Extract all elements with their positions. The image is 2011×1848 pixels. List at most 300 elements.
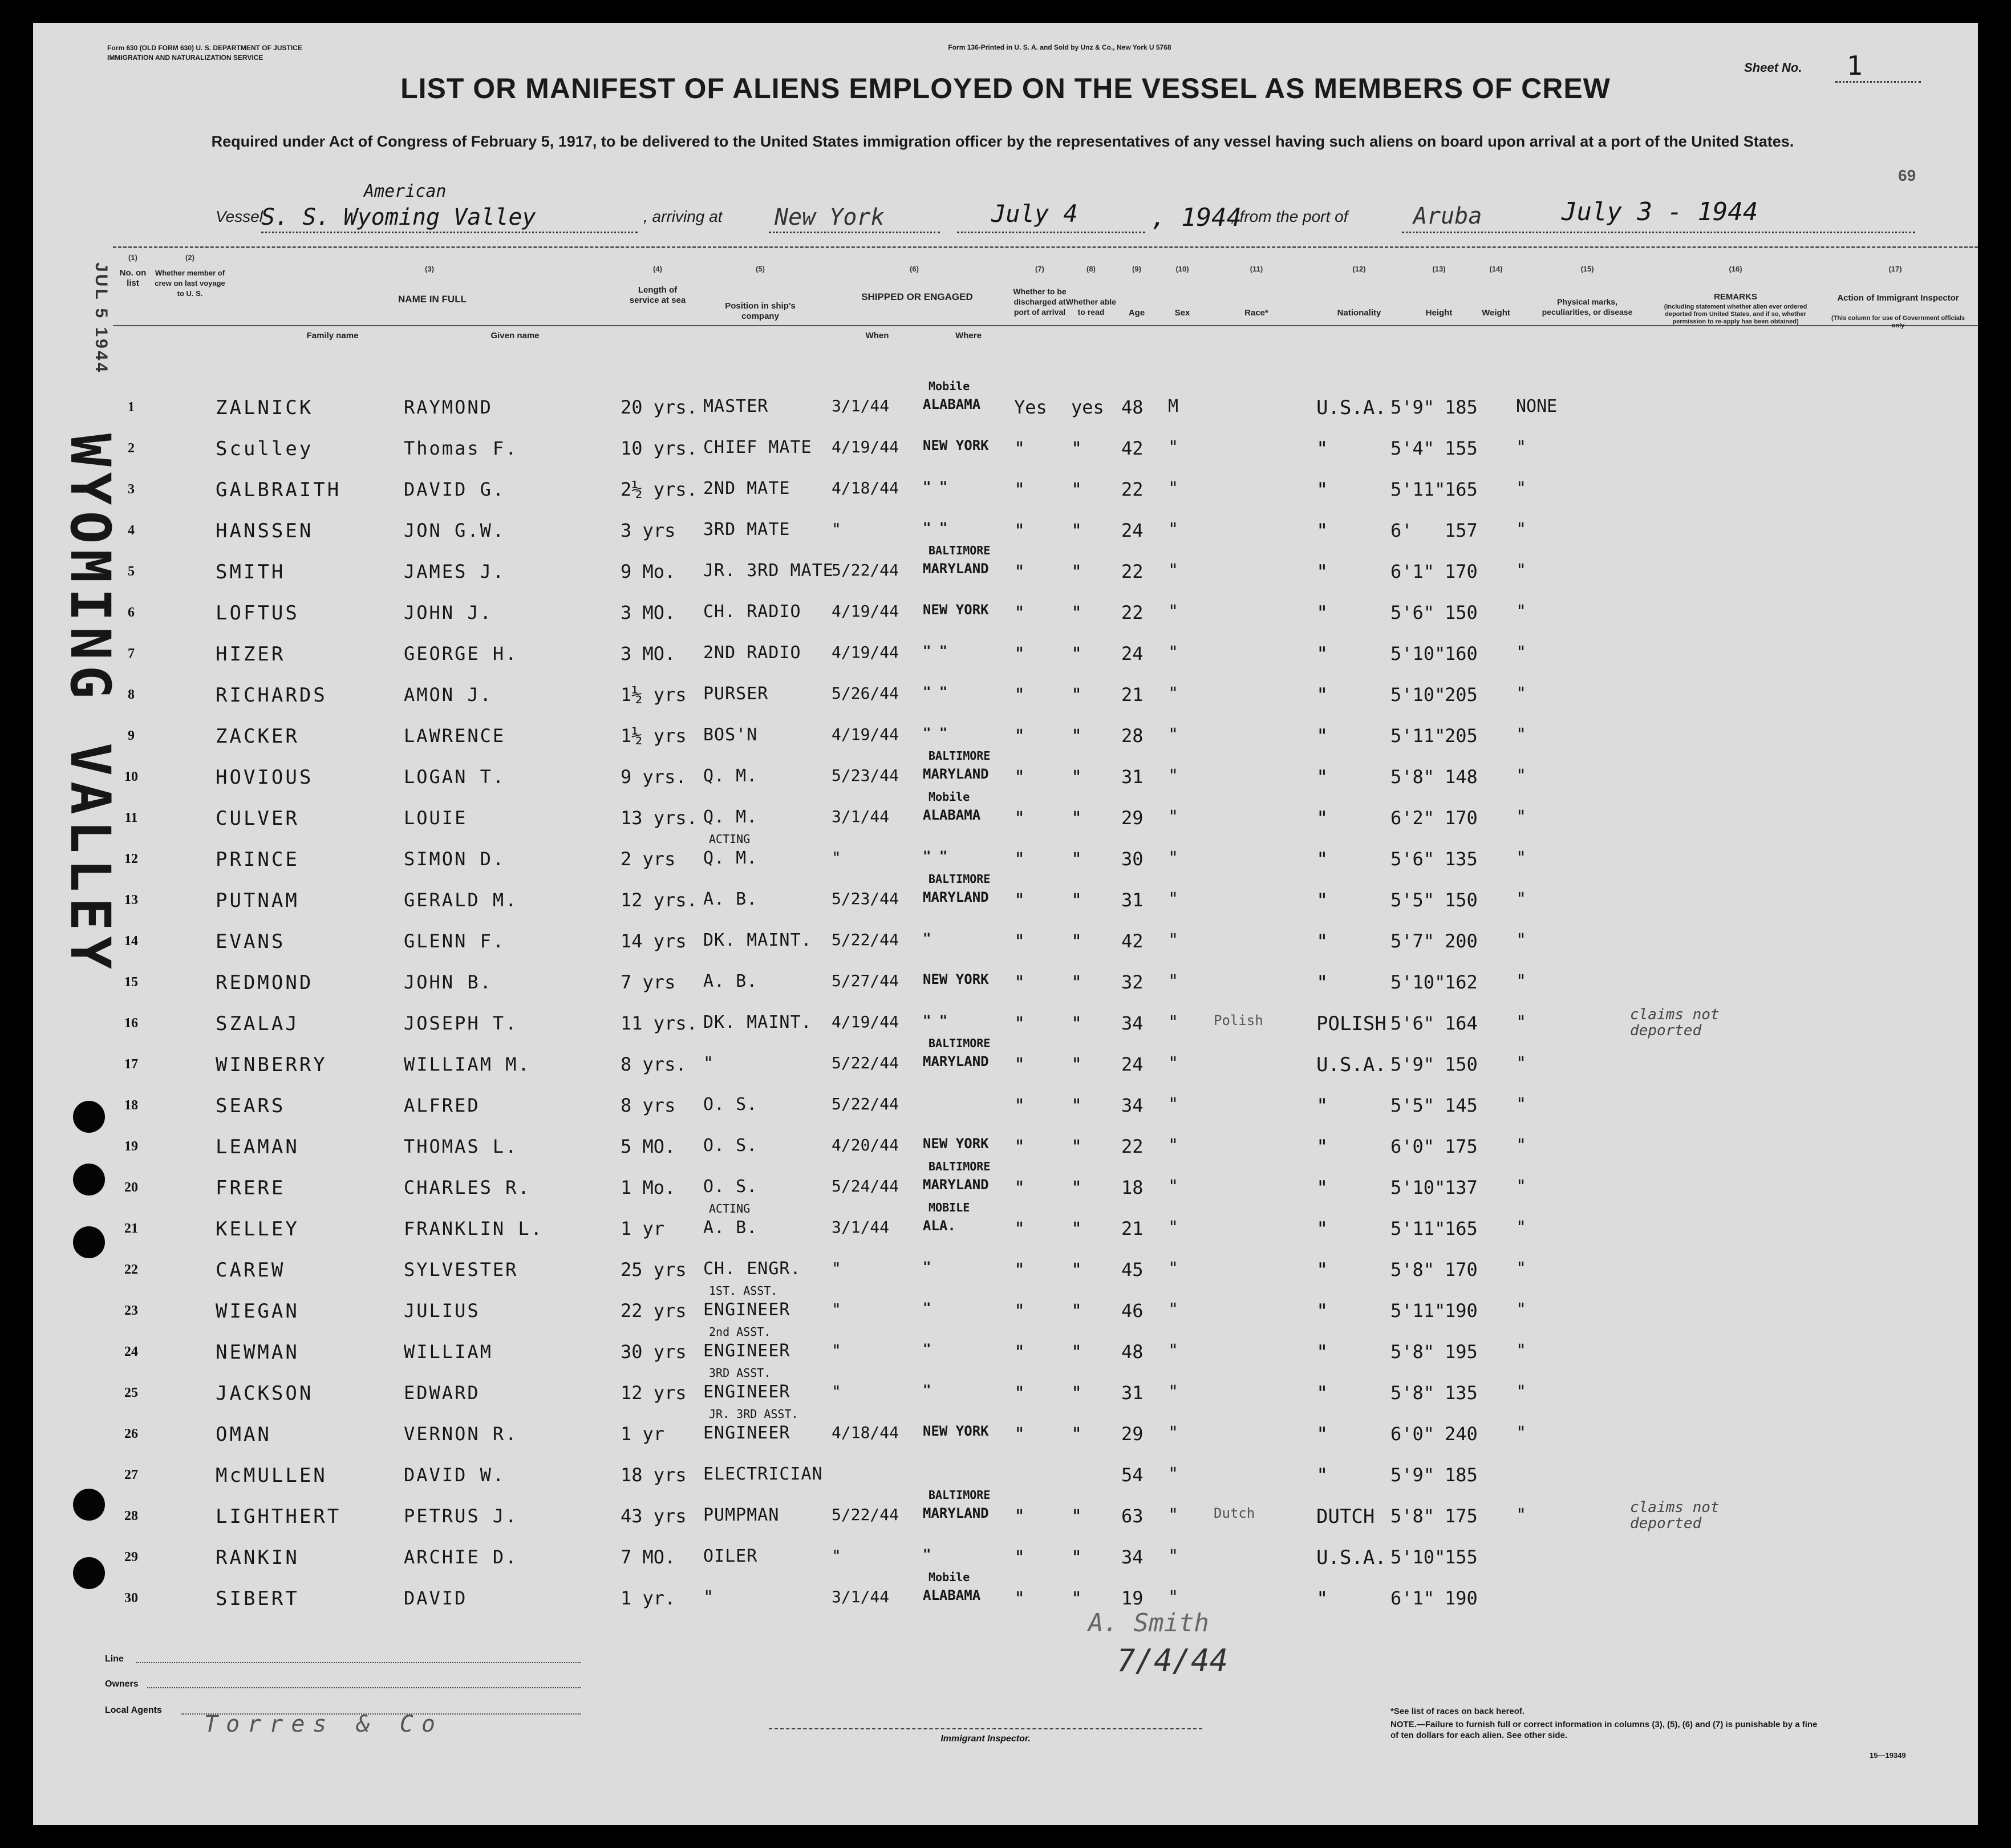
page-number: 69 [1898,167,1916,184]
height: 5'4" [1390,437,1435,459]
able-to-read: " [1071,437,1082,459]
col-num: (9) [1132,265,1141,273]
position: ELECTRICIAN [703,1464,823,1484]
col-header-position: Position in ship's company [725,301,796,321]
discharged: " [1014,1095,1025,1116]
punch-hole [73,1557,105,1589]
shipped-where: MARYLAND [923,1505,989,1521]
position: DK. MAINT. [703,1012,812,1032]
form-department-note: Form 630 (OLD FORM 630) U. S. DEPARTMENT OF JUSTICE IMMIGRATION AND NATURALIZATION SERVICE [107,44,302,62]
sex: " [1168,848,1179,868]
sex: " [1168,1341,1179,1361]
height: 5'5" [1390,889,1435,911]
vessel-name-rule [261,232,638,233]
nationality: " [1316,930,1328,953]
height: 5'9" [1390,1053,1435,1075]
weight: 165 [1445,479,1478,500]
col-header-physical-marks: Physical marks, peculiarities, or disease [1542,297,1633,317]
col-num: (1) [128,253,137,262]
height: 5'10" [1390,684,1446,706]
given-name: Thomas F. [404,437,518,459]
height: 5'11" [1390,1300,1446,1322]
position-qualifier: 3RD ASST. [709,1366,771,1380]
age: 18 [1121,1177,1144,1198]
col-num: (11) [1250,265,1263,273]
family-name: WIEGAN [216,1300,299,1323]
family-name: ZACKER [216,725,299,748]
height: 6'2" [1390,807,1435,829]
discharged: " [1014,1587,1025,1609]
position: PUMPMAN [703,1505,780,1525]
weight: 148 [1445,766,1478,788]
col-header-service: Length of service at sea [629,285,686,305]
vessel-name-margin: WYOMING VALLEY [58,433,122,975]
row-number: 4 [128,523,135,538]
nationality: " [1316,479,1328,501]
shipped-where: NEW YORK [923,1136,989,1152]
able-to-read: " [1071,1587,1082,1609]
nationality: " [1316,889,1328,912]
physical-marks: " [1516,1300,1527,1320]
shipped-city: BALTIMORE [929,544,991,557]
family-name: NEWMAN [216,1341,299,1364]
inspector-rule [769,1728,1202,1729]
weight: 175 [1445,1505,1478,1527]
discharged: " [1014,1012,1025,1034]
weight: 175 [1445,1136,1478,1157]
col-header-name: NAME IN FULL [398,294,467,305]
family-name: CULVER [216,807,299,830]
physical-marks: NONE [1516,396,1558,416]
able-to-read: " [1071,602,1082,623]
family-name: LEAMAN [216,1136,299,1158]
shipped-city: BALTIMORE [929,872,991,886]
shipped-when: 5/22/44 [832,561,899,579]
discharged: " [1014,807,1025,829]
sex: " [1168,807,1179,827]
nationality: " [1316,725,1328,748]
discharged: " [1014,766,1025,788]
shipped-where: ALABAMA [923,396,981,412]
family-name: WINBERRY [216,1053,327,1076]
position: Q. M. [703,766,758,786]
given-name: DAVID W. [404,1464,506,1486]
position: ENGINEER [703,1300,790,1320]
weight: 135 [1445,848,1478,870]
physical-marks: " [1516,1177,1527,1197]
shipped-when: 4/20/44 [832,1136,899,1154]
col-num: (2) [185,253,194,262]
physical-marks: " [1516,1095,1527,1115]
position: " [703,1587,715,1607]
weight: 150 [1445,602,1478,623]
col-header-when: When [865,331,889,341]
service-length: 1 yr [621,1423,665,1445]
owners-label: Owners [105,1679,139,1689]
height: 5'9" [1390,396,1435,418]
physical-marks: " [1516,684,1527,704]
col-header-last-voyage: Whether member of crew on last voyage to U. S. [155,269,225,298]
given-name: GLENN F. [404,930,506,952]
service-length: 13 yrs. [621,807,698,829]
discharged: " [1014,479,1025,500]
remarks: claims not deported [1630,1499,1720,1532]
departure-port: Aruba [1413,203,1482,229]
shipped-where: " [923,1341,931,1357]
discharged: " [1014,1053,1025,1075]
shipped-where: " " [923,479,948,495]
shipped-where: ALA. [923,1218,956,1234]
nationality: POLISH [1316,1012,1386,1035]
row-number: 10 [124,769,138,784]
col-header-age: Age [1128,308,1145,318]
col-num: (13) [1432,265,1446,273]
service-length: 30 yrs [621,1341,687,1363]
family-name: LIGHTHERT [216,1505,342,1528]
shipped-where: MARYLAND [923,889,989,905]
weight: 185 [1445,1464,1478,1486]
family-name: OMAN [216,1423,271,1446]
discharged: " [1014,1218,1025,1239]
weight: 170 [1445,807,1478,829]
weight: 160 [1445,643,1478,664]
given-name: LOGAN T. [404,766,506,788]
given-name: GEORGE H. [404,643,518,664]
service-length: 12 yrs [621,1382,687,1404]
position: BOS'N [703,725,758,745]
age: 31 [1121,889,1144,911]
received-date-stamp: JUL 5 1944 [92,262,111,375]
weight: 240 [1445,1423,1478,1445]
row-number: 7 [128,646,135,661]
form-printer-note: Form 136-Printed in U. S. A. and Sold by Unz & Co., New York U 5768 [948,43,1171,51]
age: 30 [1121,848,1144,870]
sex: " [1168,520,1179,540]
row-number: 29 [124,1550,138,1565]
age: 45 [1121,1259,1144,1280]
shipped-where: " " [923,643,948,659]
family-name: LOFTUS [216,602,299,625]
nationality: " [1316,602,1328,625]
physical-marks: " [1516,725,1527,745]
given-name: PETRUS J. [404,1505,518,1527]
shipped-when: 3/1/44 [832,396,890,415]
nationality: DUTCH [1316,1505,1375,1528]
given-name: GERALD M. [404,889,518,911]
row-number: 30 [124,1591,138,1606]
weight: 164 [1445,1012,1478,1034]
punch-hole [73,1489,105,1521]
position: CHIEF MATE [703,437,812,457]
shipped-where: MARYLAND [923,1053,989,1069]
shipped-city: Mobile [929,1570,970,1584]
service-length: 2 yrs [621,848,676,870]
sex: " [1168,971,1179,991]
height: 5'8" [1390,1259,1435,1280]
nationality: " [1316,807,1328,830]
able-to-read: " [1071,1095,1082,1116]
able-to-read: " [1071,561,1082,582]
height: 5'7" [1390,930,1435,952]
races-note: *See list of races on back hereof. [1390,1707,1525,1716]
inspector-label: Immigrant Inspector. [940,1734,1031,1744]
weight: 195 [1445,1341,1478,1363]
col-header-inspector-note: (This column for use of Government officials only [1831,315,1965,329]
given-name: SYLVESTER [404,1259,518,1280]
departure-date: July 3 - 1944 [1562,197,1758,226]
sex: M [1168,396,1179,416]
fine-note: NOTE.—Failure to furnish full or correct information in columns (3), (5), (6) and (7) is punishable by a fine of ten dollars for each alien. See other side. [1390,1720,1818,1740]
form-code: 15—19349 [1870,1751,1906,1760]
shipped-when: 4/19/44 [832,1012,899,1031]
given-name: WILLIAM [404,1341,493,1363]
age: 54 [1121,1464,1144,1486]
position: Q. M. [703,807,758,827]
nationality: " [1316,971,1328,994]
shipped-when: 4/18/44 [832,1423,899,1442]
shipped-city: BALTIMORE [929,1488,991,1502]
col-header-discharged: Whether to be discharged at port of arrival [1013,287,1067,317]
service-length: 43 yrs [621,1505,687,1527]
height: 5'10" [1390,1177,1446,1198]
physical-marks: " [1516,602,1527,622]
nationality: " [1316,766,1328,789]
age: 34 [1121,1095,1144,1116]
signature-date: 7/4/44 [1117,1643,1229,1679]
service-length: 9 yrs. [621,766,687,788]
service-length: 1 Mo. [621,1177,676,1198]
shipped-city: BALTIMORE [929,1160,991,1173]
shipped-where: ALABAMA [923,807,981,823]
header-rule-top [113,246,1978,248]
sex: " [1168,602,1179,622]
line-label: Line [105,1654,124,1664]
age: 34 [1121,1546,1144,1568]
shipped-when: " [832,1382,841,1401]
shipped-when: " [832,1300,841,1319]
col-header-given-name: Given name [490,331,540,341]
weight: 150 [1445,889,1478,911]
shipped-when: 5/22/44 [832,1053,899,1072]
able-to-read: " [1071,930,1082,952]
physical-marks: " [1516,1136,1527,1156]
service-length: 18 yrs [621,1464,687,1486]
weight: 170 [1445,561,1478,582]
shipped-when: " [832,1546,841,1565]
from-port-label: , from the port of [1231,208,1348,225]
arrival-port-rule [769,232,940,233]
position: DK. MAINT. [703,930,812,950]
arriving-label: , arriving at [643,208,723,225]
row-number: 21 [124,1221,138,1236]
col-num: (8) [1086,265,1096,273]
able-to-read: " [1071,479,1082,500]
service-length: 3 yrs [621,520,676,541]
row-number: 22 [124,1262,138,1277]
nationality: " [1316,1423,1328,1446]
row-number: 18 [124,1098,138,1113]
service-length: 9 Mo. [621,561,676,582]
height: 6'0" [1390,1423,1435,1445]
age: 42 [1121,930,1144,952]
row-number: 15 [124,975,138,990]
shipped-where: " " [923,725,948,741]
able-to-read: " [1071,1053,1082,1075]
height: 5'8" [1390,1382,1435,1404]
height: 5'11" [1390,725,1446,747]
discharged: " [1014,1382,1025,1404]
col-header-remarks-note: (Including statement whether alien ever ordered deported from United States, and if so, whether permission to re-apply has been obtained) [1664,303,1807,325]
physical-marks: " [1516,1382,1527,1402]
age: 48 [1121,1341,1144,1363]
shipped-when: 5/24/44 [832,1177,899,1195]
service-length: 10 yrs. [621,437,698,459]
sex: " [1168,1053,1179,1073]
row-number: 11 [124,810,138,825]
row-number: 1 [128,400,135,415]
line-rule [136,1662,581,1663]
family-name: GALBRAITH [216,479,342,501]
shipped-where: NEW YORK [923,971,989,987]
height: 6'0" [1390,1136,1435,1157]
punch-hole [73,1101,105,1133]
given-name: JULIUS [404,1300,480,1322]
family-name: KELLEY [216,1218,299,1241]
age: 21 [1121,684,1144,706]
position: Q. M. [703,848,758,868]
given-name: LOUIE [404,807,468,829]
weight: 190 [1445,1300,1478,1322]
age: 24 [1121,1053,1144,1075]
page-subtitle: Required under Act of Congress of February 5, 1917, to be delivered to the United States immigration officer by the representatives of any vessel having such aliens on board upon arrival at a port of the United States. [211,133,1794,150]
age: 21 [1121,1218,1144,1239]
nationality: " [1316,1136,1328,1158]
row-number: 12 [124,852,138,866]
able-to-read: " [1071,1218,1082,1239]
height: 5'8" [1390,1341,1435,1363]
service-length: 1 yr. [621,1587,676,1609]
height: 5'10" [1390,1546,1446,1568]
physical-marks: " [1516,1505,1527,1525]
shipped-when: " [832,520,841,538]
age: 29 [1121,1423,1144,1445]
shipped-when: 3/1/44 [832,1218,890,1237]
col-num: (17) [1888,265,1902,273]
service-length: 1 yr [621,1218,665,1239]
discharged: " [1014,1136,1025,1157]
row-number: 27 [124,1468,138,1482]
service-length: 1½ yrs [621,725,687,747]
sex: " [1168,1300,1179,1320]
vessel-nationality: American [364,181,447,201]
physical-marks: " [1516,848,1527,868]
vessel-name: S. S. Wyoming Valley [261,204,536,230]
col-header-remarks: REMARKS [1714,292,1757,302]
able-to-read: " [1071,1505,1082,1527]
row-number: 2 [128,441,135,456]
position-qualifier: 2nd ASST. [709,1325,771,1339]
physical-marks: " [1516,520,1527,540]
shipped-when: 4/19/44 [832,643,899,662]
able-to-read: " [1071,725,1082,747]
shipped-city: Mobile [929,790,970,804]
sex: " [1168,930,1179,950]
able-to-read: " [1071,807,1082,829]
nationality: " [1316,1300,1328,1323]
sex: " [1168,1218,1179,1238]
weight: 135 [1445,1382,1478,1404]
able-to-read: " [1071,1136,1082,1157]
family-name: HIZER [216,643,286,666]
position: ENGINEER [703,1423,790,1443]
shipped-when: " [832,848,841,867]
given-name: AMON J. [404,684,493,706]
sex: " [1168,1136,1179,1156]
nationality: " [1316,848,1328,871]
discharged: " [1014,643,1025,664]
able-to-read: " [1071,1546,1082,1568]
sex: " [1168,1382,1179,1402]
shipped-where: " " [923,684,948,700]
height: 5'10" [1390,643,1446,664]
shipped-when: 4/18/44 [832,479,899,497]
given-name: JAMES J. [404,561,506,582]
weight: 200 [1445,930,1478,952]
family-name: SZALAJ [216,1012,299,1035]
nationality: U.S.A. [1316,1546,1386,1569]
arrival-date-rule [957,232,1145,233]
given-name: JOHN J. [404,602,493,623]
able-to-read: " [1071,643,1082,664]
physical-marks: " [1516,1218,1527,1238]
able-to-read: " [1071,520,1082,541]
able-to-read: " [1071,1012,1082,1034]
shipped-when: 4/19/44 [832,602,899,621]
height: 6' [1390,520,1413,541]
age: 31 [1121,1382,1144,1404]
given-name: JON G.W. [404,520,506,541]
given-name: SIMON D. [404,848,506,870]
age: 22 [1121,479,1144,500]
family-name: HOVIOUS [216,766,314,789]
shipped-when: " [832,1341,841,1360]
local-agents-value: Torres & Co [204,1711,443,1737]
able-to-read: " [1071,684,1082,706]
shipped-where: " " [923,1012,948,1028]
weight: 137 [1445,1177,1478,1198]
given-name: WILLIAM M. [404,1053,531,1075]
family-name: SMITH [216,561,286,583]
shipped-where: " " [923,848,948,864]
weight: 155 [1445,437,1478,459]
able-to-read: yes [1071,396,1104,418]
shipped-where: " [923,1546,931,1562]
position-qualifier: JR. 3RD ASST. [709,1407,798,1421]
col-num: (7) [1035,265,1044,273]
sex: " [1168,1587,1179,1607]
col-header-height: Height [1425,308,1453,318]
col-header-weight: Weight [1482,308,1510,318]
nationality: " [1316,561,1328,583]
discharged: " [1014,1177,1025,1198]
shipped-when: 5/27/44 [832,971,899,990]
able-to-read: " [1071,1259,1082,1280]
shipped-city: MOBILE [929,1201,970,1214]
height: 5'10" [1390,971,1446,993]
nationality: " [1316,1177,1328,1199]
age: 28 [1121,725,1144,747]
position: 2ND MATE [703,479,790,499]
